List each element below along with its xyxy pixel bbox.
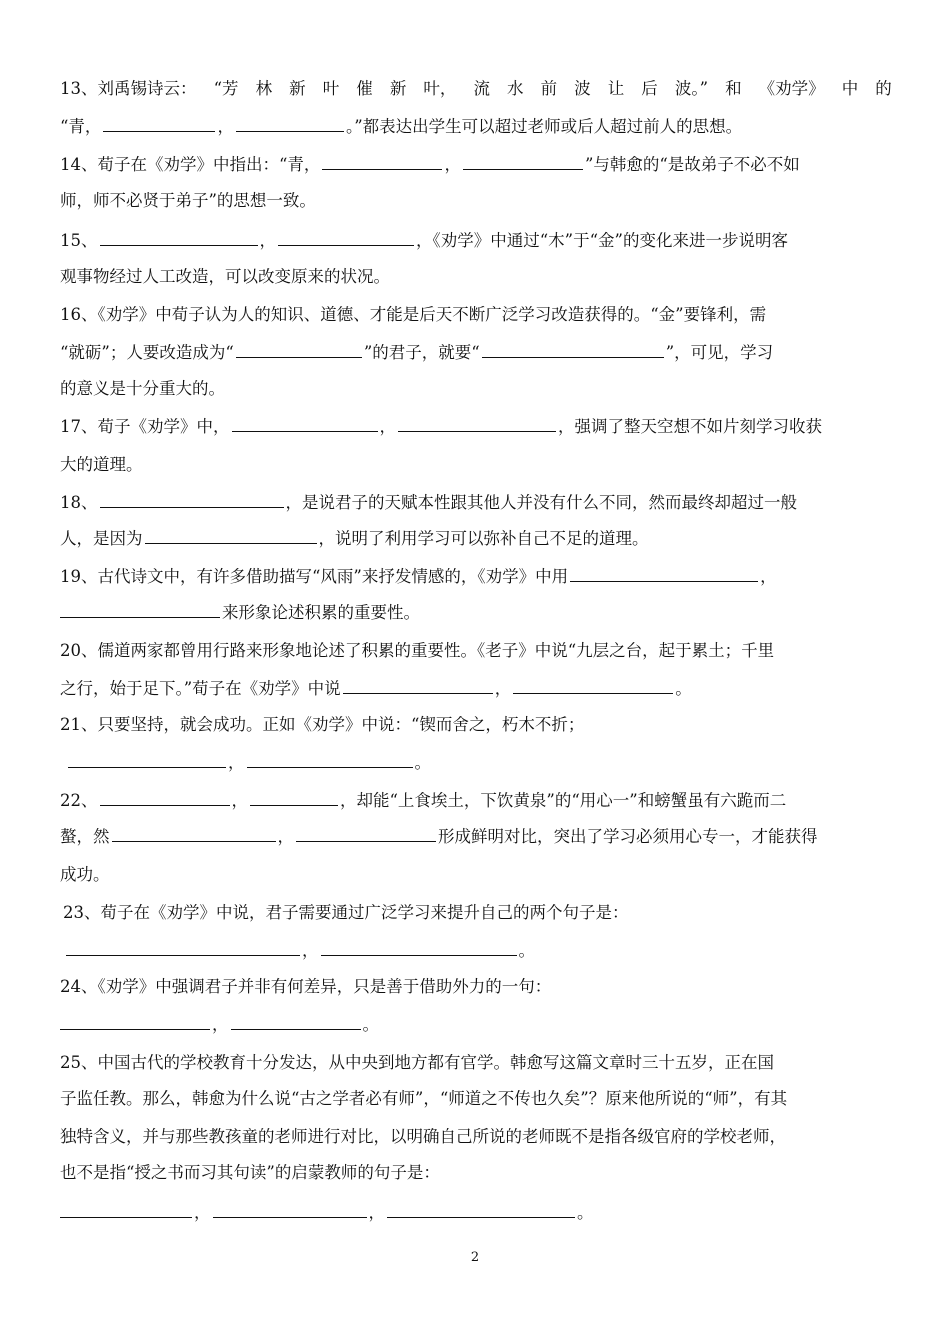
q19-text: 来形象论述积累的重要性。 [222,603,420,622]
q25-text: 25、中国古代的学校教育十分发达，从中央到地方都有官学。韩愈写这篇文章时三十五岁，正在国 [60,1053,774,1072]
q13-text: 叶 [322,79,340,98]
q17-text: 17、荀子《劝学》中， [60,417,230,436]
q13-text: 让 [607,79,625,98]
q20-blank-1[interactable] [343,675,493,694]
q19-blank-2[interactable] [60,599,220,618]
q13-text: 前 [540,79,558,98]
q17-blank-2[interactable] [398,413,556,432]
q25-line-1 [60,1048,892,1078]
q21-text: 。 [414,753,431,772]
q14-text: ”与韩愈的“是故弟子不必不如 [584,155,800,174]
q16-text: ”的君子，就要“ [363,343,480,362]
q16-text: ”，可见，学习 [665,343,774,362]
q22-text: 22、 [60,791,98,810]
q20-text: ， [494,679,512,698]
q22-line-1 [60,786,892,816]
q14-line-2 [60,186,892,216]
q15-blank-1[interactable] [100,227,258,246]
q20-blank-2[interactable] [513,675,673,694]
q22-blank-3[interactable] [112,823,276,842]
q20-line-2 [60,674,892,704]
q17-text: ， [379,417,396,436]
q22-text: ，却能“上食埃土，下饮黄泉”的“用心一”和螃蟹虽有六跪而二 [340,791,787,810]
q19-text: 19、古代诗文中，有许多借助描写“风雨”来抒发情感的，《劝学》中用 [60,567,569,586]
q13-text: 催 [356,79,373,98]
q22-text: 形成鲜明对比，突出了学习必须用心专一，才能获得 [438,827,818,846]
q24-text: 。 [362,1015,379,1034]
q21-text: 21、只要坚持，就会成功。正如《劝学》中说：“锲而舍之，朽木不折； [60,715,585,734]
q20-line-1 [60,636,892,666]
q23-line-2 [60,936,892,966]
q25-text: 也不是指“授之书而习其句读”的启蒙教师的句子是： [60,1163,440,1182]
q18-text: ，是说君子的天赋本性跟其他人并没有什么不同，然而最终却超过一般 [285,493,797,512]
q16-text: 16、《劝学》中荀子认为人的知识、道德、才能是后天不断广泛学习改造获得的。“金”要锋利，需 [60,305,767,324]
q21-line-2 [60,748,892,778]
q17-line-1 [60,412,892,442]
q25-line-5 [60,1198,892,1228]
q25-blank-2[interactable] [213,1199,367,1218]
q13-text: 林 [255,79,273,98]
q25-line-3 [60,1122,892,1152]
q20-text: 之行，始于足下。”荀子在《劝学》中说 [60,679,341,698]
q24-blank-1[interactable] [60,1011,210,1030]
q25-text: ， [194,1203,211,1222]
q18-blank-1[interactable] [100,489,284,508]
q13-line-1 [60,74,892,104]
q25-text: 。 [577,1203,594,1222]
q21-line-1 [60,710,892,740]
q16-line-1 [60,300,892,330]
q23-text: 。 [518,941,535,960]
q22-text: 成功。 [60,865,110,884]
q22-blank-1[interactable] [100,787,230,806]
q23-blank-2[interactable] [321,937,517,956]
q22-line-2 [60,822,892,852]
q13-blank-1[interactable] [103,113,215,132]
q13-text: 叶， [423,79,457,98]
q13-text: 后 [641,79,658,98]
q15-text: ， [259,231,276,250]
q15-text: 观事物经过人工改造，可以改变原来的状况。 [60,267,390,286]
q15-text: ，《劝学》中通过“木”于“金”的变化来进一步说明客 [416,231,788,250]
q20-text: 。 [675,679,692,698]
q13-line-2 [60,112,892,142]
q22-text: ， [277,827,294,846]
q18-text: 18、 [60,493,98,512]
q14-text: 14、荀子在《劝学》中指出：“青， [60,155,321,174]
q22-text: ， [231,791,248,810]
q13-text: 和 [725,79,742,98]
q18-blank-2[interactable] [145,525,317,544]
q18-line-2 [60,524,892,554]
q23-blank-1[interactable] [66,937,300,956]
q13-text: 的 [875,79,892,98]
q16-blank-1[interactable] [236,339,362,358]
q22-blank-2[interactable] [250,787,338,806]
q17-blank-1[interactable] [232,413,378,432]
q14-blank-1[interactable] [322,151,442,170]
q13-text: 波。” [674,79,708,98]
q23-line-1 [63,898,895,928]
q25-text: 独特含义，并与那些教孩童的老师进行对比，以明确自己所说的老师既不是指各级官府的学校老师， [60,1127,786,1146]
q23-text: ， [302,941,319,960]
q25-text: ， [368,1203,385,1222]
q25-line-4 [60,1158,892,1188]
q14-line-1 [60,150,892,180]
q18-text: 人，是因为 [60,529,143,548]
q14-text: ， [444,155,461,174]
q16-text: “就砺”；人要改造成为“ [60,343,234,362]
q13-text: 水 [507,79,524,98]
q25-text: 子监任教。那么，韩愈为什么说“古之学者必有师”，“师道之不传也久矣”？原来他所说的“师”，有其 [60,1089,788,1108]
q22-text: 螯，然 [60,827,110,846]
q17-text: 大的道理。 [60,455,143,474]
q24-text: ， [212,1015,229,1034]
q15-line-2 [60,262,892,292]
q22-blank-4[interactable] [296,823,436,842]
q13-text: 新 [389,79,407,98]
q24-blank-2[interactable] [231,1011,361,1030]
q13-text: 流 [473,79,490,98]
q16-line-3 [60,374,892,404]
q20-text: 20、儒道两家都曾用行路来形象地论述了积累的重要性。《老子》中说“九层之台，起于累土；千里 [60,641,775,660]
q14-blank-2[interactable] [463,151,583,170]
q25-blank-1[interactable] [60,1199,192,1218]
q13-text: “青， [60,117,102,136]
q19-line-1 [60,562,892,592]
q13-text: ， [217,117,234,136]
q13-text: 新 [289,79,306,98]
q18-text: ，说明了利用学习可以弥补自己不足的道理。 [318,529,649,548]
q25-blank-3[interactable] [387,1199,575,1218]
q13-text: “芳 [213,79,239,98]
q13-blank-2[interactable] [236,113,344,132]
q19-line-2 [60,598,892,628]
q16-blank-2[interactable] [482,339,664,358]
q17-line-2 [60,450,892,480]
q15-text: 15、 [60,231,98,250]
q13-text: 波 [574,79,591,98]
q24-line-1 [60,972,892,1002]
q13-text: 。”都表达出学生可以超过老师或后人超过前人的思想。 [345,117,743,136]
q16-line-2 [60,338,892,368]
q25-line-2 [60,1084,892,1114]
q19-blank-1[interactable] [570,563,758,582]
q19-text: ， [760,567,777,586]
q24-text: 24、《劝学》中强调君子并非有何差异，只是善于借助外力的一句： [60,977,552,996]
page-number: 2 [470,1250,480,1265]
q21-text: ， [228,753,245,772]
q16-text: 的意义是十分重大的。 [60,379,225,398]
q18-line-1 [60,488,892,518]
q13-text: 中 [841,79,859,98]
q14-text: 师，师不必贤于弟子”的思想一致。 [60,191,316,210]
q15-line-1 [60,226,892,256]
q13-text: 《劝学》 [758,79,825,98]
q22-line-3 [60,860,892,890]
q23-text: 23、荀子在《劝学》中说，君子需要通过广泛学习来提升自己的两个句子是： [63,903,629,922]
q21-blank-2[interactable] [247,749,413,768]
q21-blank-1[interactable] [68,749,226,768]
q24-line-2 [60,1010,892,1040]
q15-blank-2[interactable] [278,227,414,246]
q17-text: ，强调了整天空想不如片刻学习收获 [558,417,822,436]
q13-text: 13、刘禹锡诗云： [60,79,197,98]
